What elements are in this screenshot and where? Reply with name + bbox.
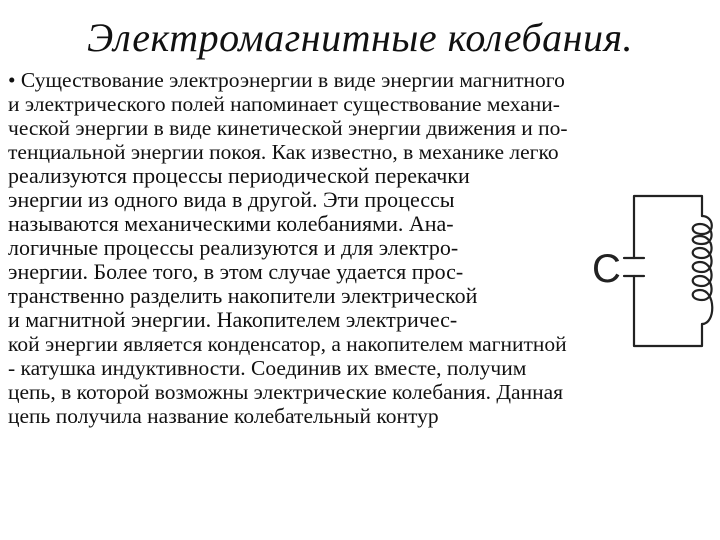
paragraph-line: и магнитной энергии. Накопителем электричес- bbox=[8, 307, 458, 332]
capacitor-label: C bbox=[592, 247, 621, 291]
paragraph-line: цепь, в которой возможны электрические колебания. Данная bbox=[8, 380, 564, 404]
paragraph-line: • Существование электроэнергии в виде энергии магнитного bbox=[8, 68, 565, 92]
paragraph-line: ческой энергии в виде кинетической энергии движения и по- bbox=[8, 116, 568, 140]
paragraph-line: цепь получила название колебательный контур bbox=[8, 404, 439, 428]
paragraph-line: - катушка индуктивности. Соединив их вместе, получим bbox=[8, 356, 527, 380]
paragraph-line: тенциальной энергии покоя. Как известно, в механике легко bbox=[8, 140, 559, 164]
slide-title: Электромагнитные колебания. bbox=[86, 15, 634, 60]
inductor-coil bbox=[693, 216, 713, 324]
lc-circuit-diagram bbox=[590, 186, 720, 356]
paragraph-line: реализуются процессы периодической перекачки bbox=[8, 163, 470, 188]
paragraph-line: логичные процессы реализуются и для электро- bbox=[8, 235, 459, 260]
capacitor-plates bbox=[624, 258, 644, 276]
paragraph-line: называются механическими колебаниями. Ана- bbox=[8, 211, 454, 236]
paragraph-line: энергии из одного вида в другой. Эти процессы bbox=[8, 187, 455, 212]
paragraph-line: кой энергии является конденсатор, а накопителем магнитной bbox=[8, 332, 567, 356]
paragraph-line: транственно разделить накопители электрической bbox=[8, 283, 478, 308]
paragraph-line: и электрического полей напоминает существование механи- bbox=[8, 92, 560, 116]
circuit-wire bbox=[634, 196, 702, 346]
paragraph-line: энергии. Более того, в этом случае удается прос- bbox=[8, 259, 464, 284]
